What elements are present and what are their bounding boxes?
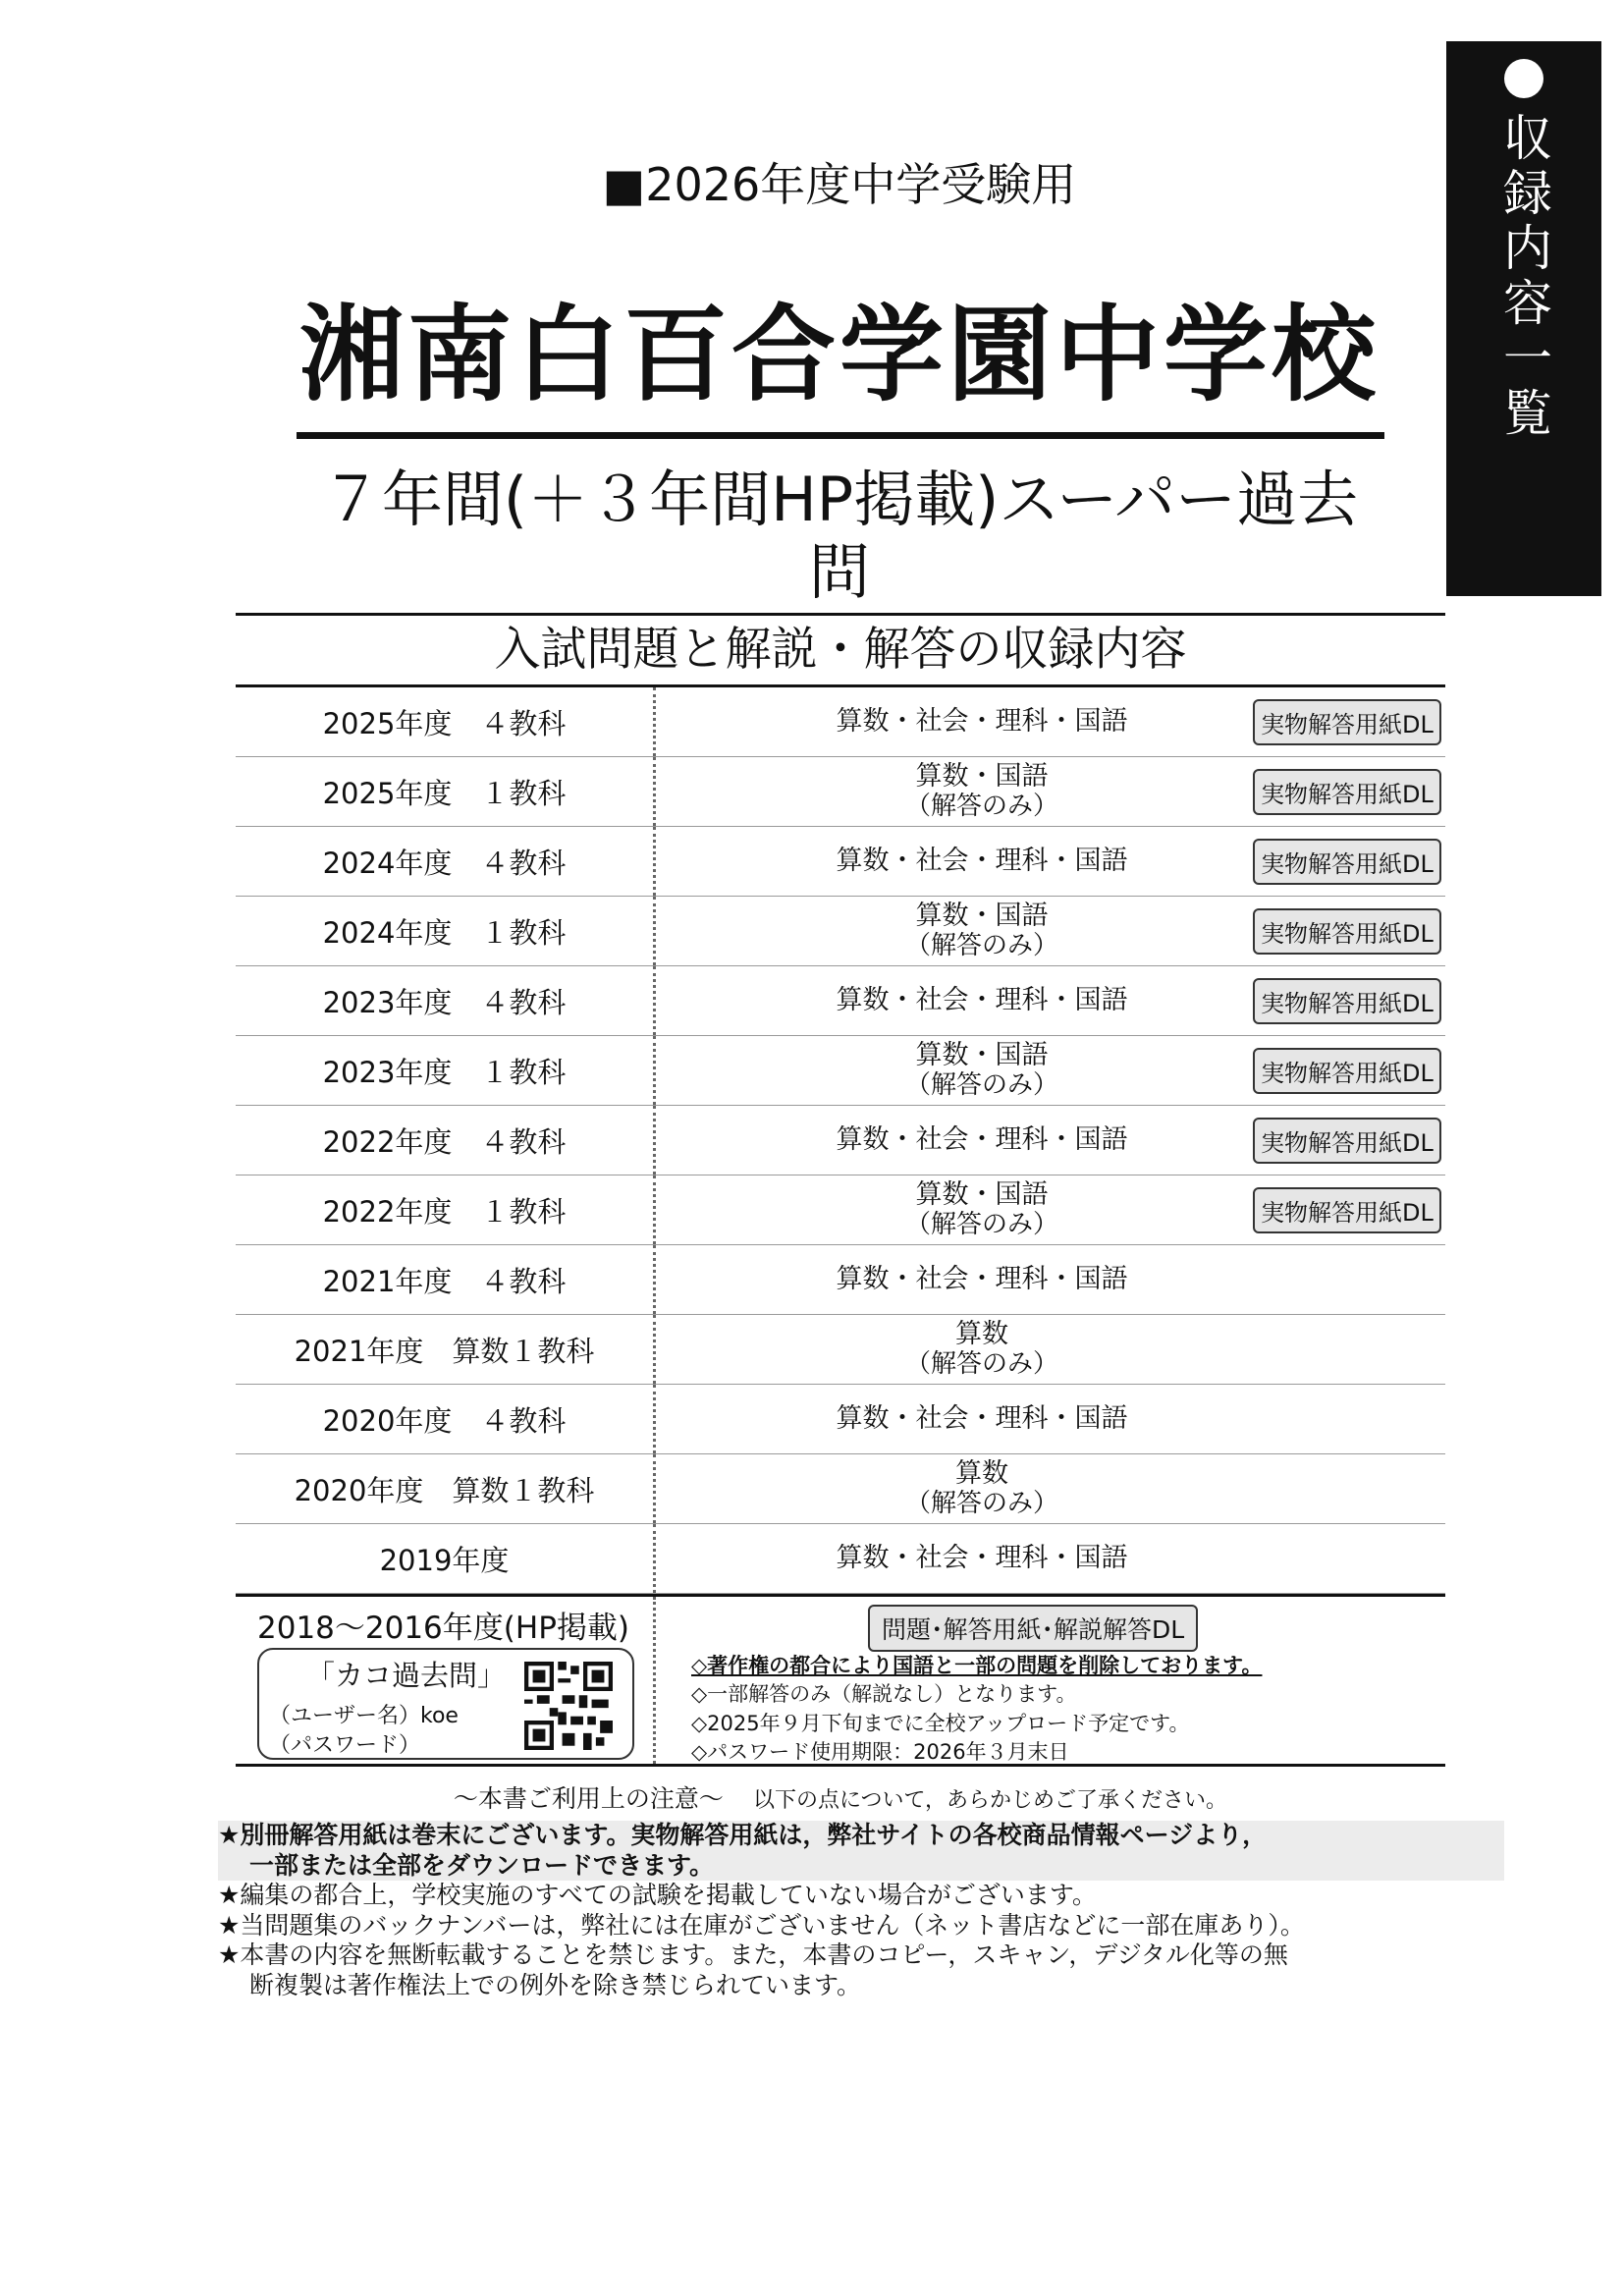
table-rows	[236, 687, 1445, 1594]
row-subjects-cell	[656, 1459, 1249, 1517]
caution-title: ～本書ご利用上の注意～	[453, 1784, 724, 1813]
caution-item: ★別冊解答用紙は巻末にございます。実物解答用紙は，弊社サイトの各校商品情報ページより，	[218, 1821, 1268, 1849]
contents-table	[236, 613, 1445, 1767]
answer-sheet-download-button[interactable]: 実物解答用紙DL	[1253, 1048, 1441, 1094]
caution-shaded	[218, 1821, 1504, 1881]
hp-years: 2018～2016年度(HP掲載)	[257, 1611, 629, 1646]
row-subjects-cell	[656, 1265, 1249, 1294]
hp-notes	[691, 1652, 1262, 1768]
hp-right	[656, 1597, 1445, 1764]
row-subjects: 算数・社会・理科・国語	[836, 845, 1128, 876]
row-subjects: 算数・社会・理科・国語	[836, 1542, 1128, 1573]
row-subjects-cell	[656, 902, 1249, 959]
table-row	[236, 1315, 1445, 1385]
row-note: （解答のみ）	[904, 1348, 1058, 1379]
row-download-cell	[1249, 1118, 1445, 1164]
hp-section	[236, 1594, 1445, 1767]
kako-user: （ユーザー名）koe	[269, 1704, 459, 1728]
row-subjects-cell	[656, 986, 1249, 1015]
qr-code-icon[interactable]	[524, 1662, 613, 1750]
table-row	[236, 1524, 1445, 1594]
side-tab-label: 収録内容一覧	[1495, 112, 1552, 442]
hp-note: ◇著作権の都合により国語と一部の問題を削除しております。	[691, 1654, 1263, 1677]
row-note: （解答のみ）	[904, 791, 1058, 821]
table-row	[236, 897, 1445, 966]
table-row	[236, 757, 1445, 827]
kako-box	[257, 1648, 634, 1760]
row-year: 2023年度 １教科	[236, 1036, 656, 1105]
hp-note: ◇2025年９月下旬までに全校アップロード予定です。	[691, 1711, 1190, 1735]
exam-year: ■2026年度中学受験用	[602, 158, 1077, 211]
row-download-cell	[1249, 1048, 1445, 1094]
caution-heading	[236, 1779, 1445, 1815]
row-download-cell	[1249, 978, 1445, 1024]
row-year: 2019年度	[236, 1524, 656, 1593]
row-download-cell	[1249, 839, 1445, 885]
row-subjects-cell	[656, 847, 1249, 876]
school-name: 湘南白百合学園中学校	[299, 295, 1380, 415]
row-subjects: 算数・社会・理科・国語	[836, 984, 1128, 1015]
row-subjects: 算数・国語	[915, 1040, 1049, 1071]
table-row	[236, 1036, 1445, 1106]
row-subjects-cell	[656, 1544, 1249, 1573]
hp-note: ◇パスワード使用期限：2026年３月末日	[691, 1740, 1069, 1765]
answer-sheet-download-button[interactable]: 実物解答用紙DL	[1253, 699, 1441, 745]
caution-list	[218, 1821, 1504, 2000]
row-year: 2021年度 算数１教科	[236, 1315, 656, 1384]
row-subjects: 算数・社会・理科・国語	[836, 1263, 1128, 1294]
row-subjects-cell	[656, 1180, 1249, 1238]
row-subjects-cell	[656, 707, 1249, 737]
row-note: （解答のみ）	[904, 1069, 1058, 1100]
answer-sheet-download-button[interactable]: 実物解答用紙DL	[1253, 1118, 1441, 1164]
table-row	[236, 1454, 1445, 1524]
row-subjects: 算数・国語	[915, 1179, 1049, 1211]
row-download-cell	[1249, 769, 1445, 815]
caution-item: 断複製は著作権法上での例外を除き禁じられています。	[249, 1970, 862, 1999]
row-subjects-cell	[656, 1320, 1249, 1378]
hp-download-button[interactable]: 問題･解答用紙･解説解答DL	[868, 1605, 1198, 1652]
row-note: （解答のみ）	[904, 930, 1058, 960]
row-year: 2022年度 ４教科	[236, 1106, 656, 1175]
table-row	[236, 1245, 1445, 1315]
table-heading: 入試問題と解説・解答の収録内容	[236, 613, 1445, 687]
row-subjects: 算数・社会・理科・国語	[836, 1123, 1128, 1155]
answer-sheet-download-button[interactable]: 実物解答用紙DL	[1253, 839, 1441, 885]
row-year: 2025年度 ４教科	[236, 687, 656, 756]
row-download-cell	[1249, 1187, 1445, 1233]
answer-sheet-download-button[interactable]: 実物解答用紙DL	[1253, 769, 1441, 815]
row-year: 2020年度 算数１教科	[236, 1454, 656, 1523]
row-download-cell	[1249, 699, 1445, 745]
row-note: （解答のみ）	[904, 1209, 1058, 1239]
row-download-cell	[1249, 908, 1445, 955]
answer-sheet-download-button[interactable]: 実物解答用紙DL	[1253, 978, 1441, 1024]
hp-note: ◇一部解答のみ（解説なし）となります。	[691, 1682, 1077, 1707]
row-year: 2021年度 ４教科	[236, 1245, 656, 1314]
table-row	[236, 1106, 1445, 1175]
table-row	[236, 1175, 1445, 1245]
title-divider	[297, 432, 1384, 439]
row-subjects: 算数	[955, 1458, 1008, 1490]
row-subjects: 算数・社会・理科・国語	[836, 1402, 1128, 1434]
row-year: 2023年度 ４教科	[236, 966, 656, 1035]
table-row	[236, 687, 1445, 757]
table-row	[236, 966, 1445, 1036]
row-subjects-cell	[656, 1404, 1249, 1434]
answer-sheet-download-button[interactable]: 実物解答用紙DL	[1253, 1187, 1441, 1233]
row-subjects: 算数・社会・理科・国語	[836, 705, 1128, 737]
row-subjects: 算数・国語	[915, 761, 1049, 793]
row-year: 2024年度 ４教科	[236, 827, 656, 896]
caution-item: ★当問題集のバックナンバーは，弊社には在庫がございません（ネット書店などに一部在庫あり）。	[218, 1910, 1305, 1940]
row-subjects: 算数・国語	[915, 901, 1049, 932]
caution-item: ★編集の都合上，学校実施のすべての試験を掲載していない場合がございます。	[218, 1881, 1097, 1909]
book-subtitle: ７年間(＋３年間HP掲載)スーパー過去問	[320, 464, 1359, 609]
side-tab	[1446, 41, 1601, 596]
row-year: 2024年度 １教科	[236, 897, 656, 965]
row-subjects: 算数	[955, 1319, 1008, 1350]
bullet-icon	[1504, 59, 1543, 98]
table-row	[236, 1385, 1445, 1454]
row-year: 2020年度 ４教科	[236, 1385, 656, 1453]
kako-title: 「カコ過去問」	[306, 1659, 507, 1692]
caution-item: ★本書の内容を無断転載することを禁じます。また，本書のコピー，スキャン，デジタル化等の無	[218, 1941, 1288, 1969]
row-note: （解答のみ）	[904, 1488, 1058, 1518]
caution-subtitle: 以下の点について，あらかじめご了承ください。	[752, 1788, 1228, 1813]
row-subjects-cell	[656, 762, 1249, 820]
kako-password: （パスワード）	[269, 1733, 421, 1758]
row-year: 2025年度 １教科	[236, 757, 656, 826]
row-year: 2022年度 １教科	[236, 1175, 656, 1244]
answer-sheet-download-button[interactable]: 実物解答用紙DL	[1253, 908, 1441, 955]
row-subjects-cell	[656, 1125, 1249, 1155]
row-subjects-cell	[656, 1041, 1249, 1099]
hp-left	[236, 1597, 656, 1764]
caution-item: 一部または全部をダウンロードできます。	[249, 1850, 715, 1880]
table-row	[236, 827, 1445, 897]
